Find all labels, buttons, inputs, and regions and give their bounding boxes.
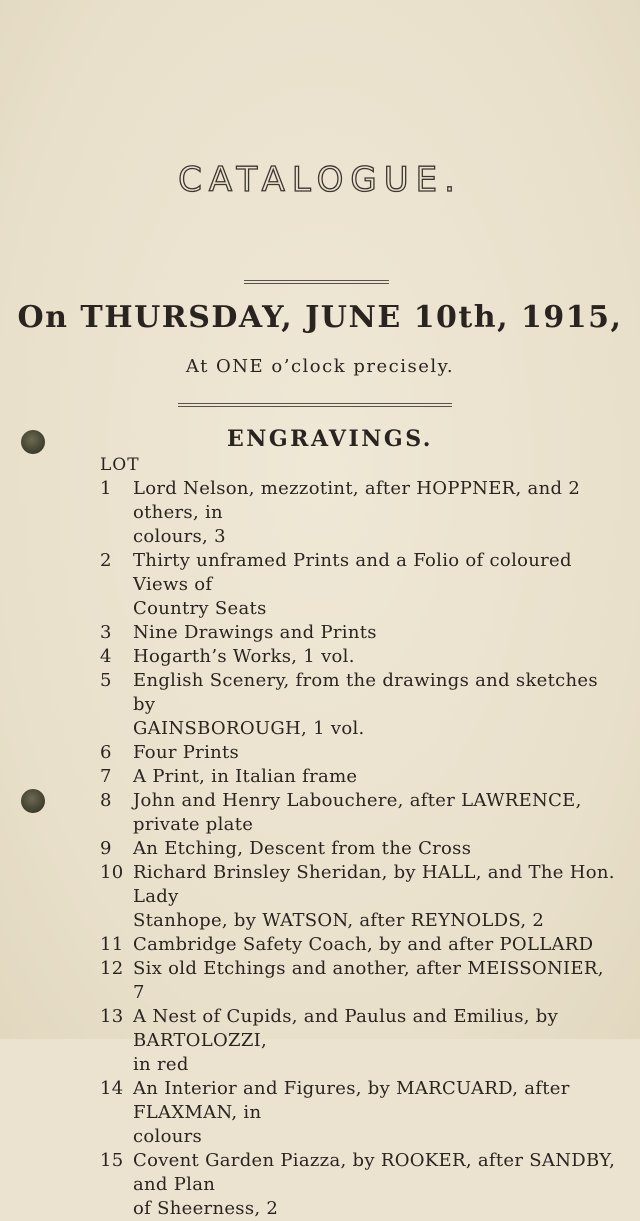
lot-number: 8 [100,790,112,811]
lot-item [100,861,620,933]
lot-item [100,957,620,1005]
lot-description: A Print, in Italian frame [133,766,358,787]
lot-description: Lord Nelson, mezzotint, after HOPPNER, and 2 others, in colours, 3 [133,478,581,547]
lot-description: An Interior and Figures, by MARCUARD, after FLAXMAN, in colours [133,1078,570,1147]
lot-number: 5 [100,670,112,691]
lot-description: Richard Brinsley Sheridan, by HALL, and The Hon. Lady Stanhope, by WATSON, after REYNOLDS, 2 [133,862,615,931]
lot-description: John and Henry Labouchere, after LAWRENCE, private plate [133,790,582,835]
lot-number: 2 [100,550,112,571]
lot-number: 13 [100,1006,124,1027]
sale-date: On THURSDAY, JUNE 10th, 1915, [17,300,623,335]
lot-item [100,549,620,621]
lot-item [100,477,620,549]
lot-item [100,741,620,765]
lot-description: Cambridge Safety Coach, by and after POLLARD [133,934,594,955]
lot-description: Nine Drawings and Prints [133,622,377,643]
lot-item [100,765,620,789]
lot-number: 6 [100,742,112,763]
lot-number: 4 [100,646,112,667]
lot-description: A Nest of Cupids, and Paulus and Emilius, by BARTOLOZZI, in red [133,1006,559,1075]
lot-item [100,621,620,645]
lot-number: 9 [100,838,112,859]
lot-item [100,933,620,957]
sale-time: At ONE o’clock precisely. [185,356,455,377]
lot-number: 15 [100,1150,124,1171]
lot-column-heading: LOT [100,455,140,475]
lot-number: 12 [100,958,124,979]
catalogue-title: CATALOGUE. [178,160,462,200]
lot-number: 11 [100,934,124,955]
lot-description: Six old Etchings and another, after MEISSONIER, 7 [133,958,604,1003]
lot-description: Covent Garden Piazza, by ROOKER, after SANDBY, and Plan of Sheerness, 2 [133,1150,616,1219]
lot-number: 14 [100,1078,124,1099]
date-divider [178,403,452,407]
lot-description: Four Prints [133,742,240,763]
lot-description: Hogarth’s Works, 1 vol. [133,646,355,667]
lot-item [100,789,620,837]
lot-number: 3 [100,622,112,643]
lot-number: 7 [100,766,112,787]
lot-description: An Etching, Descent from the Cross [133,838,472,859]
lot-item [100,669,620,741]
title-divider [244,280,389,284]
lot-item [100,837,620,861]
lot-list [100,477,620,1221]
lot-item [100,645,620,669]
binding-hole-bottom [21,789,45,813]
lot-number: 10 [100,862,124,883]
lot-description: Thirty unframed Prints and a Folio of coloured Views of Country Seats [133,550,572,619]
lot-number: 1 [100,478,112,499]
lot-item [100,1149,620,1221]
lot-item [100,1005,620,1077]
lot-description: English Scenery, from the drawings and sketches by GAINSBOROUGH, 1 vol. [133,670,598,739]
section-heading: ENGRAVINGS. [227,426,433,452]
lot-item [100,1077,620,1149]
